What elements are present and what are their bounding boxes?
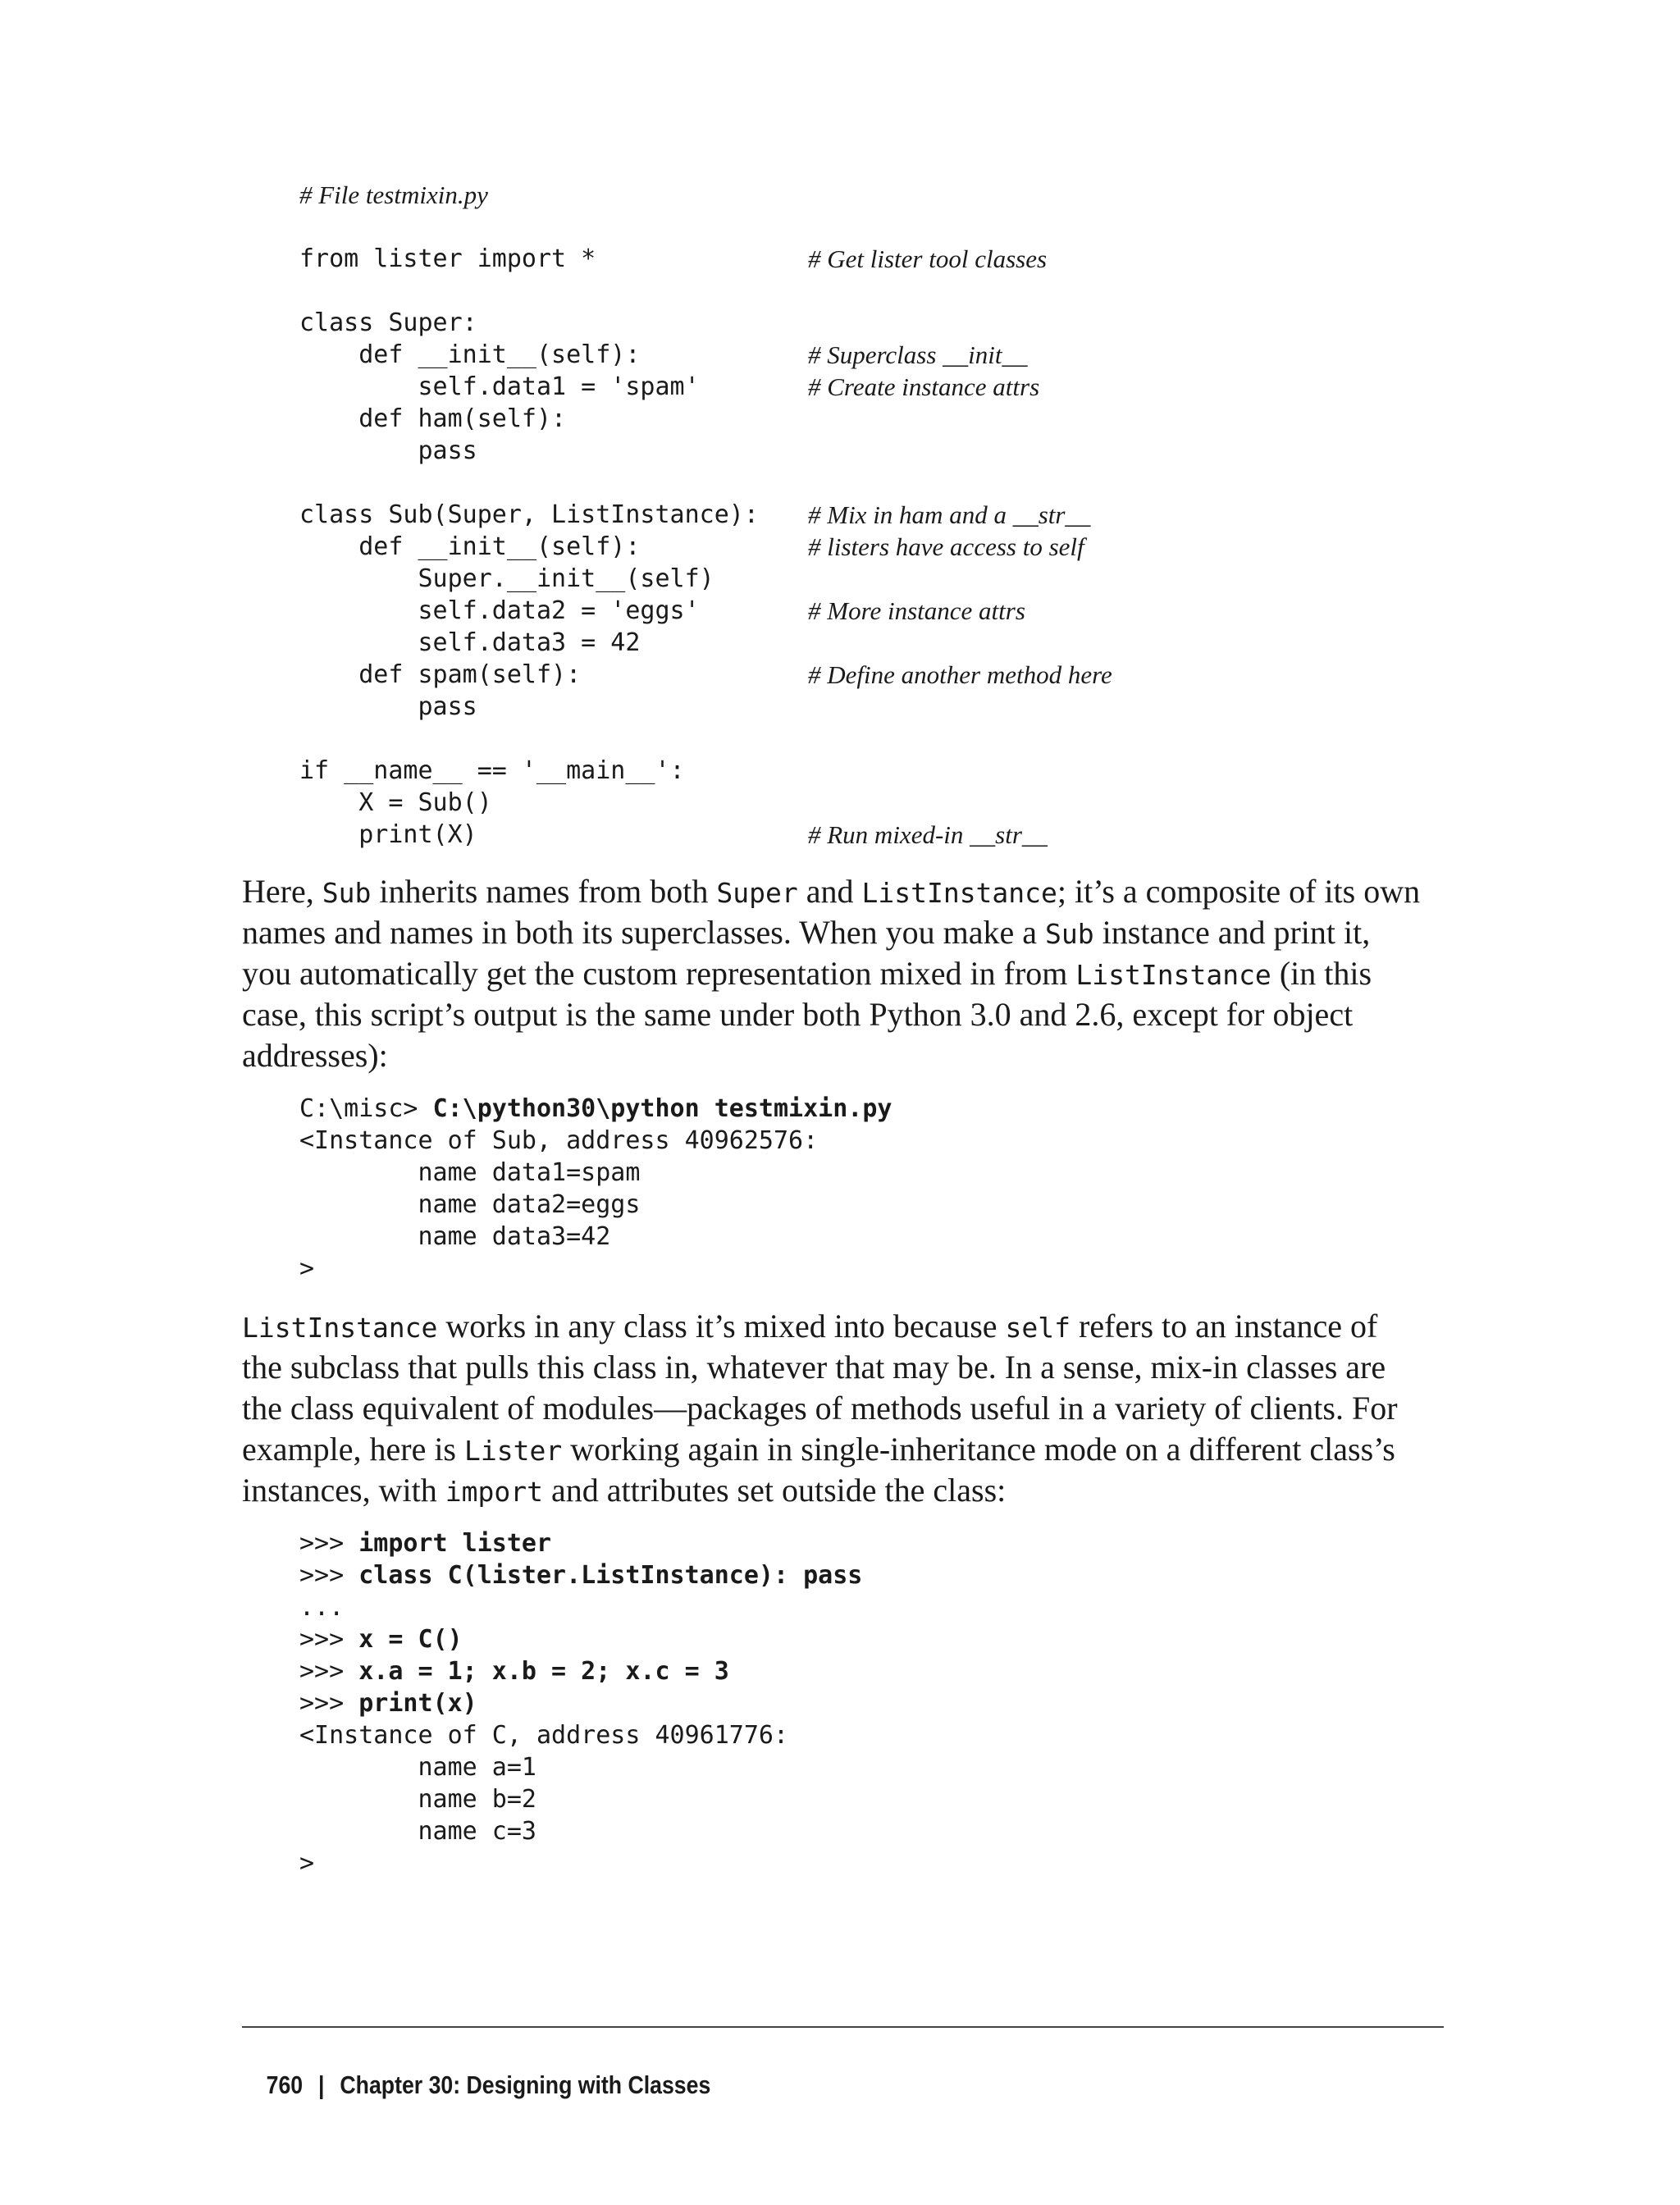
footer-separator: | bbox=[318, 2070, 325, 2099]
code-line: print(X) bbox=[299, 820, 477, 849]
text-line bbox=[242, 1429, 1444, 1472]
console-prompt: name b=2 bbox=[299, 1785, 536, 1814]
text-run: Here, bbox=[242, 873, 322, 910]
text-line bbox=[242, 1306, 1444, 1349]
code-line: from lister import * bbox=[299, 244, 596, 273]
code-line: self.data2 = 'eggs' bbox=[299, 596, 700, 625]
console-input: x.a = 1; x.b = 2; x.c = 3 bbox=[358, 1657, 729, 1686]
console-prompt: name c=3 bbox=[299, 1817, 536, 1846]
console-line bbox=[299, 1815, 536, 1847]
code-line: if __name__ == '__main__': bbox=[299, 756, 685, 785]
text-line bbox=[242, 871, 1444, 914]
console-line bbox=[299, 1591, 344, 1623]
console-prompt: >>> bbox=[299, 1529, 359, 1558]
console-input: x = C() bbox=[358, 1625, 463, 1654]
text-line bbox=[242, 1347, 1444, 1388]
text-run: working again in single-inheritance mode on a different class’s bbox=[562, 1431, 1395, 1468]
console-prompt: C:\misc> bbox=[299, 1094, 433, 1123]
inline-code: self bbox=[1005, 1312, 1071, 1344]
chapter-title: Chapter 30: Designing with Classes bbox=[340, 2070, 711, 2099]
console-line bbox=[299, 1093, 892, 1125]
console-input: C:\python30\python testmixin.py bbox=[432, 1094, 892, 1123]
text-run: and bbox=[797, 873, 862, 910]
text-run: names and names in both its superclasses. When you make a bbox=[242, 914, 1046, 951]
console-prompt: name data1=spam bbox=[299, 1158, 641, 1187]
console-prompt: > bbox=[299, 1254, 315, 1283]
console-prompt: <Instance of C, address 40961776: bbox=[299, 1721, 789, 1750]
console-prompt: > bbox=[299, 1849, 315, 1878]
inline-code: ListInstance bbox=[242, 1312, 438, 1344]
text-line bbox=[242, 1470, 1444, 1513]
code-comment: # Create instance attrs bbox=[808, 372, 1040, 401]
code-line: self.data1 = 'spam' bbox=[299, 372, 700, 401]
code-line: pass bbox=[299, 436, 477, 465]
text-run: you automatically get the custom representation mixed in from bbox=[242, 955, 1076, 992]
text-line bbox=[242, 1388, 1444, 1429]
console-line bbox=[299, 1157, 640, 1189]
console-prompt: <Instance of Sub, address 40962576: bbox=[299, 1126, 819, 1155]
file-header-comment: # File testmixin.py bbox=[299, 180, 488, 209]
code-line: class Sub(Super, ListInstance): bbox=[299, 500, 759, 529]
inline-code: Lister bbox=[464, 1435, 563, 1467]
code-line: X = Sub() bbox=[299, 788, 492, 817]
code-line: pass bbox=[299, 692, 477, 721]
footer-rule bbox=[242, 2026, 1444, 2028]
inline-code: Sub bbox=[322, 877, 372, 909]
console-prompt: name data3=42 bbox=[299, 1222, 611, 1251]
text-line bbox=[242, 1035, 1444, 1076]
text-run: and attributes set outside the class: bbox=[542, 1472, 1007, 1509]
console-prompt: ... bbox=[299, 1593, 345, 1622]
console-line bbox=[299, 1719, 788, 1751]
code-comment: # Superclass __init__ bbox=[808, 340, 1028, 369]
code-line: self.data3 = 42 bbox=[299, 628, 641, 657]
page-footer bbox=[242, 2036, 710, 2134]
text-run: ; it’s a composite of its own bbox=[1057, 873, 1421, 910]
text-run: example, here is bbox=[242, 1431, 464, 1468]
console-line bbox=[299, 1783, 536, 1815]
inline-code: ListInstance bbox=[861, 877, 1057, 909]
text-run: the subclass that pulls this class in, whatever that may be. In a sense, mix-in classes are bbox=[242, 1349, 1386, 1386]
code-line: class Super: bbox=[299, 308, 477, 337]
console-line bbox=[299, 1847, 314, 1879]
console-line bbox=[299, 1623, 463, 1655]
text-line bbox=[242, 912, 1444, 955]
console-line bbox=[299, 1125, 818, 1157]
code-comment: # Get lister tool classes bbox=[808, 244, 1048, 273]
code-line: def __init__(self): bbox=[299, 340, 641, 369]
inline-code: Sub bbox=[1045, 918, 1094, 950]
text-run: inherits names from both bbox=[371, 873, 717, 910]
text-run: case, this script’s output is the same under both Python 3.0 and 2.6, except for object bbox=[242, 996, 1354, 1033]
code-comment: # listers have access to self bbox=[808, 532, 1084, 561]
code-line: def spam(self): bbox=[299, 660, 582, 689]
code-comment: # More instance attrs bbox=[808, 596, 1025, 625]
console-input: class C(lister.ListInstance): pass bbox=[358, 1561, 863, 1590]
console-line bbox=[299, 1253, 314, 1285]
console-line bbox=[299, 1189, 640, 1221]
console-prompt: name data2=eggs bbox=[299, 1190, 641, 1219]
code-comment: # Run mixed-in __str__ bbox=[808, 820, 1048, 849]
code-line: Super.__init__(self) bbox=[299, 564, 714, 593]
page-number: 760 bbox=[266, 2070, 304, 2099]
inline-code: import bbox=[445, 1476, 543, 1508]
console-line bbox=[299, 1751, 536, 1783]
console-prompt: >>> bbox=[299, 1561, 359, 1590]
code-line: def __init__(self): bbox=[299, 532, 641, 561]
code-comment: # Define another method here bbox=[808, 660, 1112, 689]
console-line bbox=[299, 1527, 551, 1559]
text-run: refers to an instance of bbox=[1071, 1308, 1378, 1344]
console-prompt: >>> bbox=[299, 1657, 359, 1686]
text-run: the class equivalent of modules—packages of methods useful in a variety of clients. For bbox=[242, 1390, 1398, 1427]
console-line bbox=[299, 1687, 477, 1719]
console-prompt: >>> bbox=[299, 1625, 359, 1654]
text-run: addresses): bbox=[242, 1037, 388, 1074]
console-input: import lister bbox=[358, 1529, 552, 1558]
console-line bbox=[299, 1559, 862, 1591]
console-line bbox=[299, 1221, 610, 1253]
text-run: instance and print it, bbox=[1093, 914, 1371, 951]
text-line bbox=[242, 994, 1444, 1035]
inline-code: ListInstance bbox=[1075, 959, 1271, 991]
console-prompt: name a=1 bbox=[299, 1753, 536, 1782]
text-run: instances, with bbox=[242, 1472, 445, 1509]
text-run: (in this bbox=[1271, 955, 1372, 992]
code-line: def ham(self): bbox=[299, 404, 567, 433]
inline-code: Super bbox=[716, 877, 798, 909]
console-input: print(x) bbox=[358, 1689, 477, 1718]
console-line bbox=[299, 1655, 729, 1687]
text-run: works in any class it’s mixed into because bbox=[437, 1308, 1006, 1344]
console-prompt: >>> bbox=[299, 1689, 359, 1718]
code-comment: # Mix in ham and a __str__ bbox=[808, 500, 1091, 529]
text-line bbox=[242, 953, 1444, 996]
